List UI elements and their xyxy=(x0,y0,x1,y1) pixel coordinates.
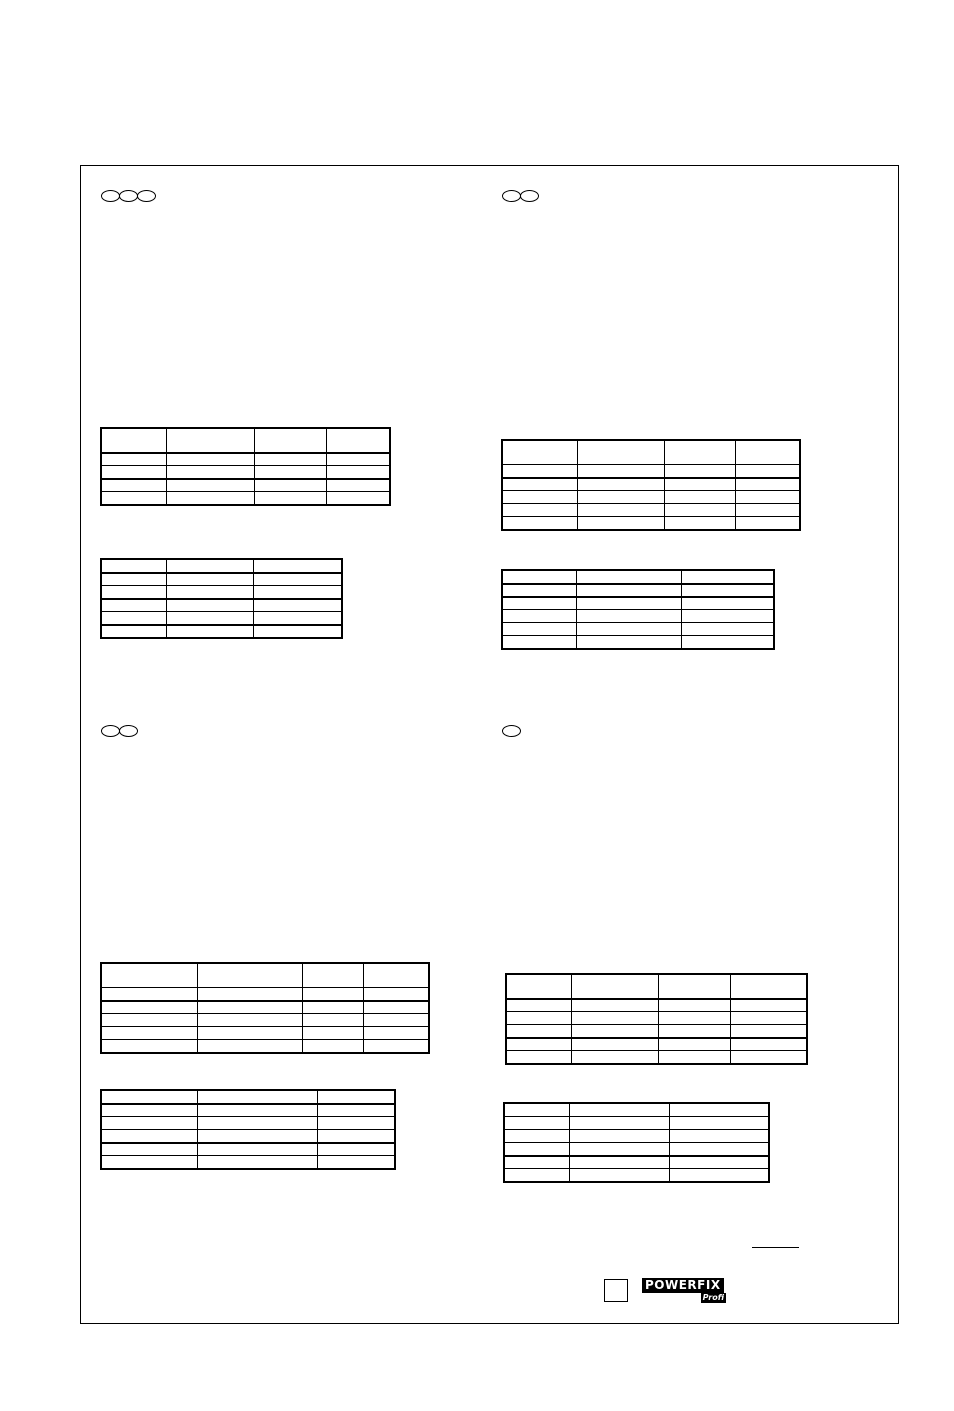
language-oval xyxy=(502,725,521,737)
table-bottom-right-2 xyxy=(504,1103,769,1182)
table-top-right-2 xyxy=(502,570,774,649)
language-oval xyxy=(119,725,138,737)
table-bottom-left-2 xyxy=(101,1090,395,1169)
language-oval xyxy=(520,190,539,202)
language-oval xyxy=(137,190,156,202)
page-number-box xyxy=(604,1279,628,1302)
language-ovals-bottom-left xyxy=(101,725,137,737)
logo-brand: POWERFIX xyxy=(642,1278,724,1293)
language-oval xyxy=(101,190,120,202)
powerfix-logo xyxy=(642,1278,728,1304)
table-bottom-right-1 xyxy=(506,974,807,1064)
language-oval xyxy=(119,190,138,202)
table-top-left-1 xyxy=(101,428,390,505)
table-top-left-2 xyxy=(101,559,342,638)
language-ovals-top-left xyxy=(101,190,155,202)
logo-sub: Profi xyxy=(702,1293,724,1302)
language-ovals-top-right xyxy=(502,190,538,202)
table-top-right-1 xyxy=(502,440,800,530)
table-bottom-left-1 xyxy=(101,963,429,1053)
signature-line xyxy=(752,1247,799,1248)
language-oval xyxy=(101,725,120,737)
language-ovals-bottom-right xyxy=(502,725,520,737)
language-oval xyxy=(502,190,521,202)
